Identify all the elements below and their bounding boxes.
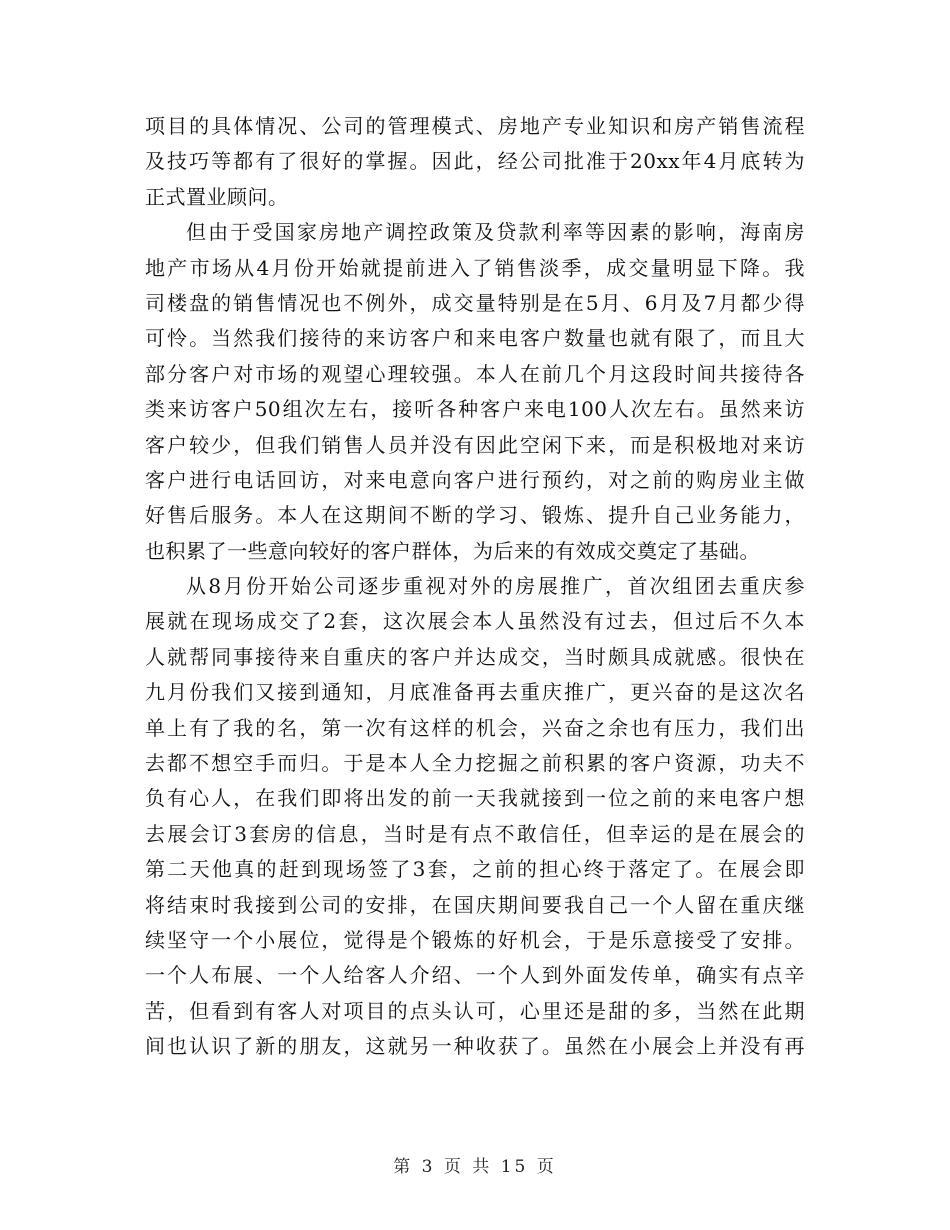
page-number-footer: 第 3 页 共 15 页 (393, 1157, 557, 1177)
text-line: 可怜。当然我们接待的来访客户和来电客户数量也就有限了，而且大 (145, 326, 805, 351)
text-line: 单上有了我的名，第一次有这样的机会，兴奋之余也有压力，我们出 (145, 715, 805, 740)
text-line: 负有心人，在我们即将出发的前一天我就接到一位之前的来电客户想 (145, 786, 805, 811)
text-line: 第二天他真的赶到现场签了3套，之前的担心终于落定了。在展会即 (145, 857, 805, 882)
text-line: 正式置业顾问。 (145, 184, 289, 209)
text-line: 将结束时我接到公司的安排，在国庆期间要我自己一个人留在重庆继 (145, 892, 805, 917)
text-line: 好售后服务。本人在这期间不断的学习、锻炼、提升自己业务能力， (145, 503, 805, 528)
document-body (145, 109, 805, 1065)
text-line: 从8月份开始公司逐步重视对外的房展推广，首次组团去重庆参 (186, 574, 805, 599)
paragraph-3 (145, 569, 805, 1064)
text-line: 类来访客户50组次左右，接听各种客户来电100人次左右。虽然来访 (145, 397, 805, 422)
text-line: 项目的具体情况、公司的管理模式、房地产专业知识和房产销售流程 (145, 114, 805, 138)
paragraph-1 (145, 109, 805, 215)
text-line: 人就帮同事接待来自重庆的客户并达成交，当时颇具成就感。很快在 (145, 644, 805, 669)
text-line: 司楼盘的销售情况也不例外，成交量特别是在5月、6月及7月都少得 (145, 290, 805, 315)
text-line: 去展会订3套房的信息，当时是有点不敢信任，但幸运的是在展会的 (145, 821, 805, 846)
text-line: 去都不想空手而归。于是本人全力挖掘之前积累的客户资源，功夫不 (145, 751, 805, 776)
text-line: 部分客户对市场的观望心理较强。本人在前几个月这段时间共接待各 (145, 361, 805, 386)
text-line: 一个人布展、一个人给客人介绍、一个人到外面发传单，确实有点辛 (145, 963, 805, 988)
text-line: 也积累了一些意向较好的客户群体，为后来的有效成交奠定了基础。 (145, 538, 760, 563)
text-line: 客户较少，但我们销售人员并没有因此空闲下来，而是积极地对来访 (145, 432, 805, 457)
text-line: 客户进行电话回访，对来电意向客户进行预约，对之前的购房业主做 (145, 467, 805, 492)
text-line: 及技巧等都有了很好的掌握。因此，经公司批准于20xx年4月底转为 (145, 149, 805, 174)
paragraph-2 (145, 215, 805, 569)
text-line: 苦，但看到有客人对项目的点头认可，心里还是甜的多，当然在此期 (145, 998, 805, 1023)
text-line: 九月份我们又接到通知，月底准备再去重庆推广，更兴奋的是这次名 (145, 680, 805, 705)
text-line: 展就在现场成交了2套，这次展会本人虽然没有过去，但过后不久本 (145, 609, 805, 634)
text-line: 地产市场从4月份开始就提前进入了销售淡季，成交量明显下降。我 (145, 255, 805, 280)
text-line: 间也认识了新的朋友，这就另一种收获了。虽然在小展会上并没有再 (145, 1034, 805, 1059)
text-line: 续坚守一个小展位，觉得是个锻炼的好机会，于是乐意接受了安排。 (145, 927, 805, 952)
text-line: 但由于受国家房地产调控政策及贷款利率等因素的影响，海南房 (186, 220, 805, 245)
